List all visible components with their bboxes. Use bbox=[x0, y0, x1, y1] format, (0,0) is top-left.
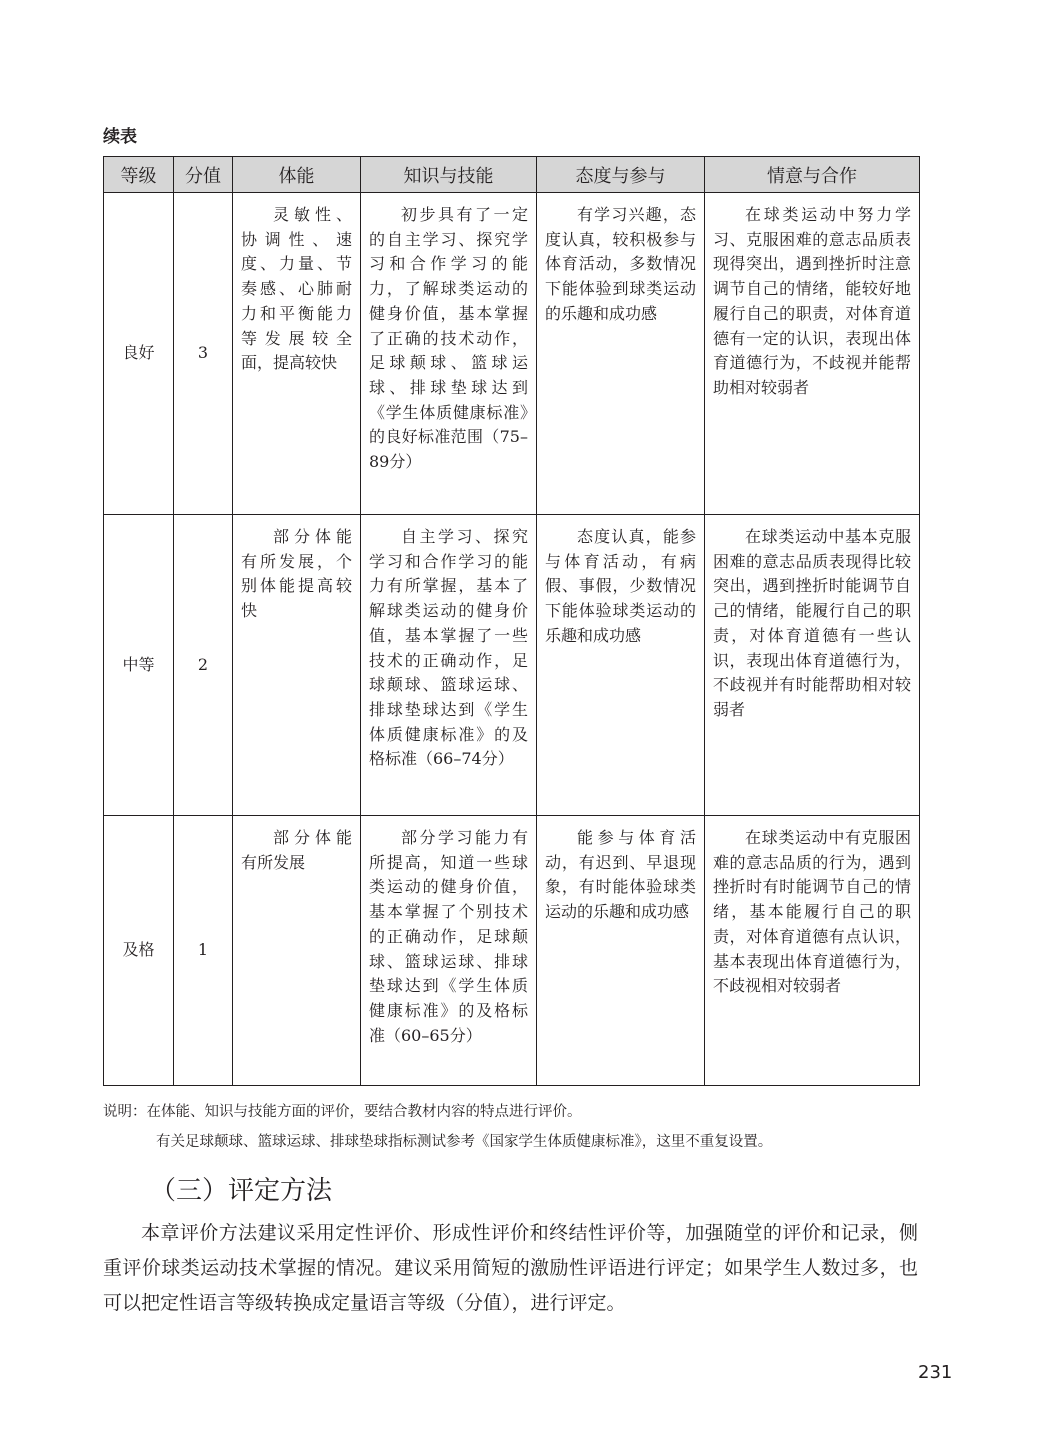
table-header-row bbox=[104, 157, 920, 193]
cell-score: 2 bbox=[174, 515, 233, 816]
continued-table-label: 续表 bbox=[103, 127, 137, 147]
table-row bbox=[104, 816, 920, 1086]
header-fitness: 体能 bbox=[233, 157, 361, 193]
cell-attitude: 有学习兴趣，态度认真，较积极参与体育活动，多数情况下能体验到球类运动的乐趣和成功感 bbox=[537, 193, 705, 515]
evaluation-table bbox=[103, 156, 920, 1086]
cell-fitness: 部分体能有所发展 bbox=[233, 816, 361, 1086]
cell-emotion: 在球类运动中努力学习、克服困难的意志品质表现得突出，遇到挫折时注意调节自己的情绪，能较好地履行自己的职责，对体育道德有一定的认识，表现出体育道德行为，不歧视并能帮助相对较弱者 bbox=[705, 193, 920, 515]
section-title: （三）评定方法 bbox=[150, 1176, 333, 1206]
table-note: 说明：在体能、知识与技能方面的评价，要结合教材内容的特点进行评价。 bbox=[103, 1104, 582, 1120]
cell-grade: 中等 bbox=[104, 515, 174, 816]
cell-grade: 及格 bbox=[104, 816, 174, 1086]
cell-grade: 良好 bbox=[104, 193, 174, 515]
table-note: 有关足球颠球、篮球运球、排球垫球指标测试参考《国家学生体质健康标准》，这里不重复设置。 bbox=[156, 1134, 773, 1150]
cell-knowledge: 自主学习、探究学习和合作学习的能力有所掌握，基本了解球类运动的健身价值，基本掌握了一些技术的正确动作，足球颠球、篮球运球、排球垫球达到《学生体质健康标准》的及格标准（66–74分） bbox=[361, 515, 537, 816]
table-row bbox=[104, 515, 920, 816]
header-knowledge: 知识与技能 bbox=[361, 157, 537, 193]
header-attitude: 态度与参与 bbox=[537, 157, 705, 193]
body-paragraph: 本章评价方法建议采用定性评价、形成性评价和终结性评价等，加强随堂的评价和记录，侧重评价球类运动技术掌握的情况。建议采用简短的激励性评语进行评定；如果学生人数过多，也可以把定性语言等级转换成定量语言等级（分值），进行评定。 bbox=[103, 1222, 918, 1314]
cell-knowledge: 部分学习能力有所提高，知道一些球类运动的健身价值，基本掌握了个别技术的正确动作，足球颠球、篮球运球、排球垫球达到《学生体质健康标准》的及格标准（60–65分） bbox=[361, 816, 537, 1086]
cell-score: 3 bbox=[174, 193, 233, 515]
cell-fitness: 部分体能有所发展，个别体能提高较快 bbox=[233, 515, 361, 816]
cell-score: 1 bbox=[174, 816, 233, 1086]
header-grade: 等级 bbox=[104, 157, 174, 193]
header-score: 分值 bbox=[174, 157, 233, 193]
cell-emotion: 在球类运动中有克服困难的意志品质的行为，遇到挫折时有时能调节自己的情绪，基本能履行自己的职责，对体育道德有点认识，基本表现出体育道德行为，不歧视相对较弱者 bbox=[705, 816, 920, 1086]
cell-emotion: 在球类运动中基本克服困难的意志品质表现得比较突出，遇到挫折时能调节自己的情绪，能履行自己的职责，对体育道德有一些认识，表现出体育道德行为，不歧视并有时能帮助相对较弱者 bbox=[705, 515, 920, 816]
table-row bbox=[104, 193, 920, 515]
cell-attitude: 态度认真，能参与体育活动，有病假、事假，少数情况下能体验球类运动的乐趣和成功感 bbox=[537, 515, 705, 816]
cell-fitness: 灵敏性、协调性、速度、力量、节奏感、心肺耐力和平衡能力等发展较全面，提高较快 bbox=[233, 193, 361, 515]
cell-knowledge: 初步具有了一定的自主学习、探究学习和合作学习的能力，了解球类运动的健身价值，基本掌握了正确的技术动作，足球颠球、篮球运球、排球垫球达到《学生体质健康标准》的良好标准范围（75–89分） bbox=[361, 193, 537, 515]
cell-attitude: 能参与体育活动，有迟到、早退现象，有时能体验球类运动的乐趣和成功感 bbox=[537, 816, 705, 1086]
header-emotion: 情意与合作 bbox=[705, 157, 920, 193]
page-number: 231 bbox=[918, 1362, 953, 1383]
